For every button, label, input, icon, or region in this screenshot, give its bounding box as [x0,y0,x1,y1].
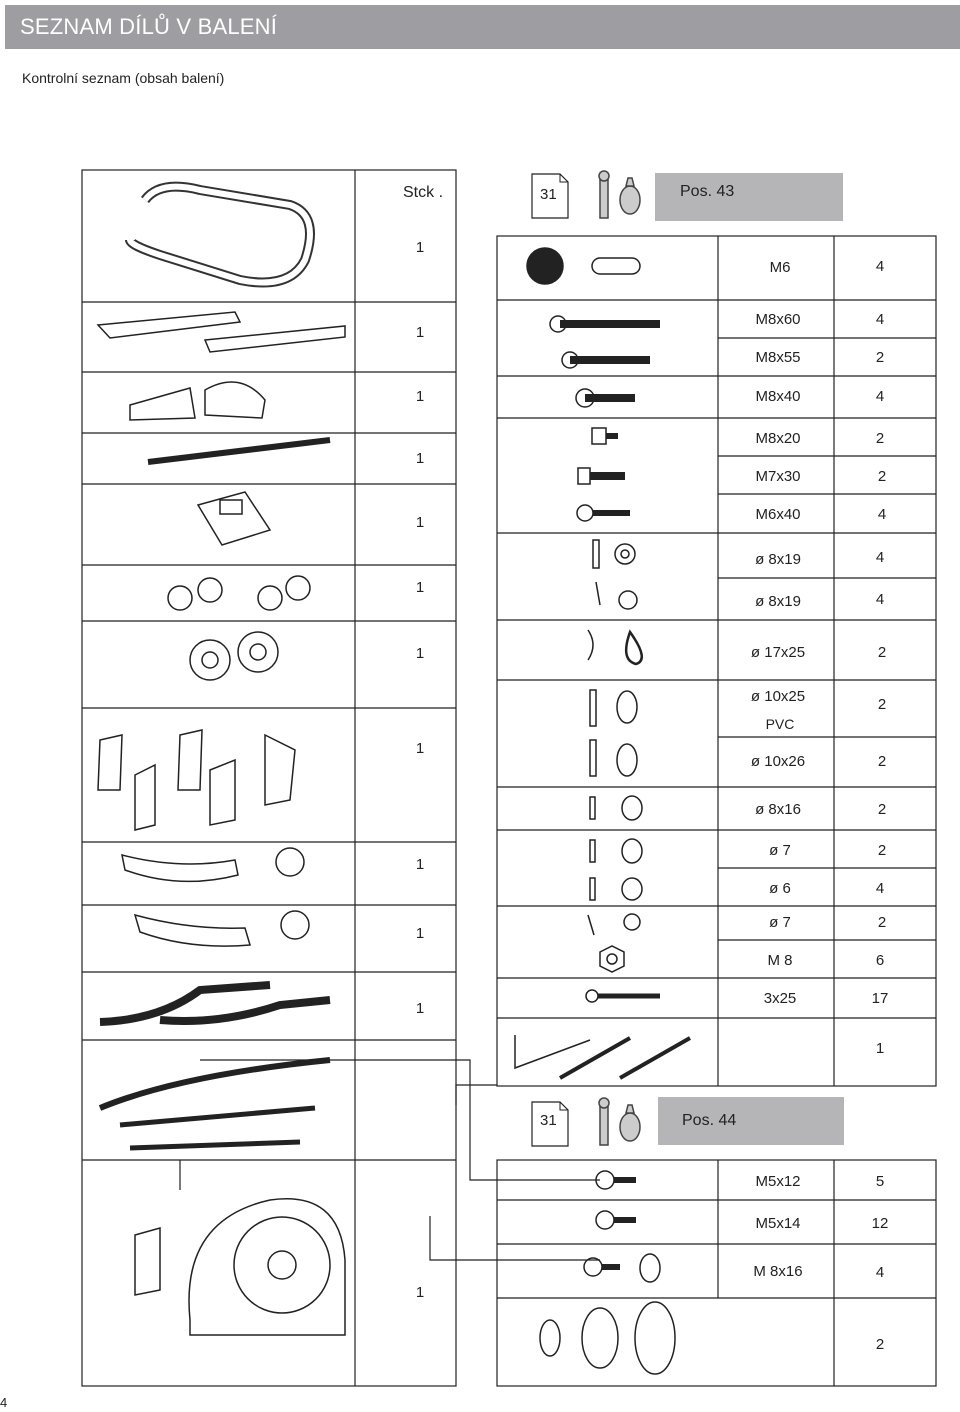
part-label: M6x40 [755,506,801,523]
qty-cell: 1 [415,925,425,942]
qty-cell: 2 [875,1336,885,1353]
qty-cell: 1 [415,324,425,341]
qty-cell: 1 [415,239,425,256]
qty-cell: 2 [877,801,887,818]
part-label: PVC [765,716,795,732]
page-subtitle: Kontrolní seznam (obsah balení) [22,70,225,86]
qty-cell: 4 [875,388,885,405]
part-label: M8x60 [755,311,801,328]
qty-cell: 2 [875,430,885,447]
pos-43-label: Pos. 43 [680,183,735,200]
qty-cell: 17 [871,990,889,1007]
qty-cell: 4 [875,1264,885,1281]
qty-cell: 1 [415,514,425,531]
qty-cell: 1 [415,856,425,873]
part-label: ø 7 [769,842,791,859]
qty-cell: 4 [875,591,885,608]
qty-cell: 2 [875,349,885,366]
qty-cell: 1 [415,388,425,405]
qty-cell: 2 [877,644,887,661]
qty-cell: 5 [875,1173,885,1190]
part-label: M 8 [767,952,793,969]
part-label: M8x40 [755,388,801,405]
part-label: M8x55 [755,349,801,366]
part-label: M7x30 [755,468,801,485]
part-label: M8x20 [755,430,801,447]
part-label: M 8x16 [753,1263,803,1280]
part-label: ø 10x26 [750,753,806,770]
bag-number: 31 [540,186,557,203]
qty-cell: 6 [875,952,885,969]
part-label: M6 [769,259,791,276]
part-label: M5x12 [755,1173,801,1190]
qty-cell: 2 [877,914,887,931]
qty-cell: 1 [415,645,425,662]
qty-cell: 2 [877,696,887,713]
page-number: 4 [0,1395,8,1410]
qty-cell: 1 [415,740,425,757]
qty-cell: 4 [875,258,885,275]
part-label: ø 7 [769,914,791,931]
part-label: ø 6 [769,880,791,897]
qty-cell: 1 [415,1284,425,1301]
page-title: SEZNAM DÍLŮ V BALENÍ [20,14,278,39]
qty-cell: 12 [871,1215,889,1232]
qty-cell: 1 [875,1040,885,1057]
qty-cell: 4 [875,311,885,328]
qty-cell: 1 [415,1000,425,1017]
qty-cell: 2 [877,842,887,859]
qty-cell: 1 [415,450,425,467]
part-label: 3x25 [763,990,797,1007]
part-label: ø 8x16 [755,801,801,818]
bag-number: 31 [540,1112,557,1129]
part-label: ø 17x25 [750,644,806,661]
part-label: ø 10x25 [750,688,806,705]
qty-cell: 2 [877,468,887,485]
part-label: ø 8x19 [755,551,801,568]
qty-cell: 4 [875,549,885,566]
qty-cell: 4 [875,880,885,897]
part-label: ø 8x19 [755,593,801,610]
qty-cell: 4 [877,506,887,523]
qty-cell: 1 [415,579,425,596]
pos-44-label: Pos. 44 [682,1112,737,1129]
qty-cell: 2 [877,753,887,770]
stck-header: Stck . [403,184,444,201]
part-label: M5x14 [755,1215,801,1232]
